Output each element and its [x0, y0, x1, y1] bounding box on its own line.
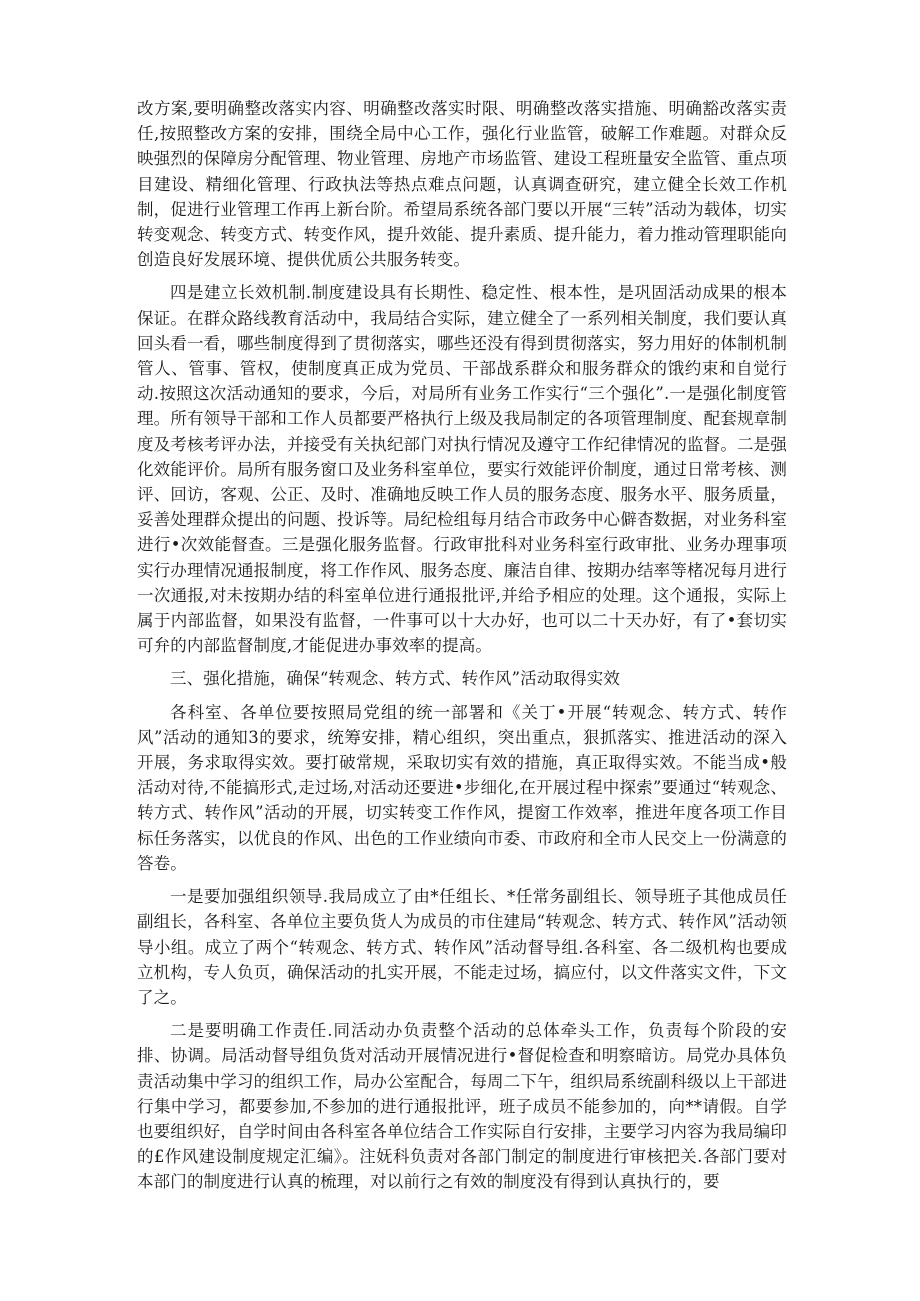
- paragraph-unified-deployment: 各科室、各单位要按照局党组的统一部署和《关丁•开展“转观念、转方式、转作风”活动的通知3的要求，统筹安排，精心组织，突出重点，狠抓落实、推进活动的深入开展，务求取得实效。要打破常规，采取切实有效的措施，真正取得实效。不能当成•般活动对待,不能搞形式,走过场,对活动还要进•步细化,在开展过程中探索”要通过“转观念、转方式、转作风”活动的开展，切实转变工作作风，提窗工作效率，推进年度各项工作目标任务落实，以优良的作风、出色的工作业绩向市委、市政府和全市人民交上一份满意的答卷。: [137, 702, 787, 873]
- paragraph-organization-leadership: 一是要加强组织领导.我局成立了由*任组长、*任常务副组长、领导班子其他成员任副组长，各科室、各单位主要负货人为成员的市住建局“转观念、转方式、转作风”活动领导小组。成立了两个“转观念、转方式、转作风”活动督导组.各科室、各二级机构也要成立机构，专人负页，确保活动的扎实开展，不能走过场，搞应付，以文件落实文件，下文了之。: [137, 887, 787, 1007]
- paragraph-long-term-mechanism: 四是建立长效机制.制度建设具有长期性、稳定性、根本性，是巩固活动成果的根本保证。在群众路线教育活动中，我局结合实际，建立健全了一系列相关制度，我们要认真回头看一看，哪些制度得到了贯彻落实，哪些还没有得到贯彻落实，努力用好的体制机制管人、管事、管权，使制度真正成为党员、干部战系群众和服务群众的饿约束和自觉行动.按照这次活动通知的要求，今后，对局所有业务工作实行“三个强化”.一是强化制度管理。所有领导干部和工作人员都要严格执行上级及我局制定的各项管理制度、配套规章制度及考核考评办法，并接受有关执纪部门对执行情况及遵守工作纪律情况的监督。二是强化效能评价。局所有服务窗口及业务科室单位，要实行效能评价制度，通过日常考核、测评、回访，客观、公正、及时、准确地反映工作人员的服务态度、服务水平、服务质量，妥善处理群众提出的问题、投诉等。局纪检组每月结合市政务中心僻杳数据，对业务科室进行•次效能督查。三是强化服务监督。行政审批科对业务科室行政审批、业务办理事项实行办理情况通报制度，将工作作风、服务态度、廉洁自律、按期办结率等楮况每月进行一次通报,对未按期办结的科室单位进行通报批评,并给予相应的处理。这个通报，实际上属于内部监督，如果没有监督，一件事可以十大办好，也可以二十天办好，有了•套切实可弁的内部监督制度,才能促进办事效率的提高。: [137, 283, 787, 656]
- section-heading-3: 三、强化措施，确保“转观念、转方式、转作风”活动取得实效: [170, 669, 621, 689]
- paragraph-work-responsibility: 二是要明确工作责任.同活动办负责整个活动的总体牵头工作，负责每个阶段的安排、协调。局活动督导组负货对活动开展情况进行•督促检查和明察暗访。局党办具体负责活动集中学习的组织工作，局办公室配合，每周二下午，组织局系统副科级以上干部进行集中学习，都要参加,不参加的进行通报批评，班子成员不能参加的，向**请假。自学也要组织好，自学时间由各科室各单位结合工作实际自行安排，主要学习内容为我局编印的£作风建设制度规定汇编》。注妩科负责对各部门制定的制度进行审核把关.各部门要对本部门的制度进行认真的梳理，对以前行之有效的制度没有得到认真执行的，要: [137, 1021, 787, 1192]
- paragraph-rectification: 改方案,要明确整改落实内容、明确整改落实时限、明确整改落实措施、明确豁改落实责任,按照整改方案的安排，围绕全局中心工作，强化行业监管，破解工作难题。对群众反映强烈的保障房分配管理、物业管理、房地产市场监管、建设工程班量安全监管、重点项目建设、精细化管理、行政执法等热点难点问题，认真调查研究，建立健全长效工作机制，促进行业管理工作再上新台阶。希望局系统各部门要以开展“三转”活动为载体，切实转变观念、转变方式、转变作风，提升效能、提升素质、提升能力，着力推动管理职能向创造良好发展环境、提供优质公共服务转变。: [137, 99, 787, 270]
- document-page: [137, 96, 787, 1203]
